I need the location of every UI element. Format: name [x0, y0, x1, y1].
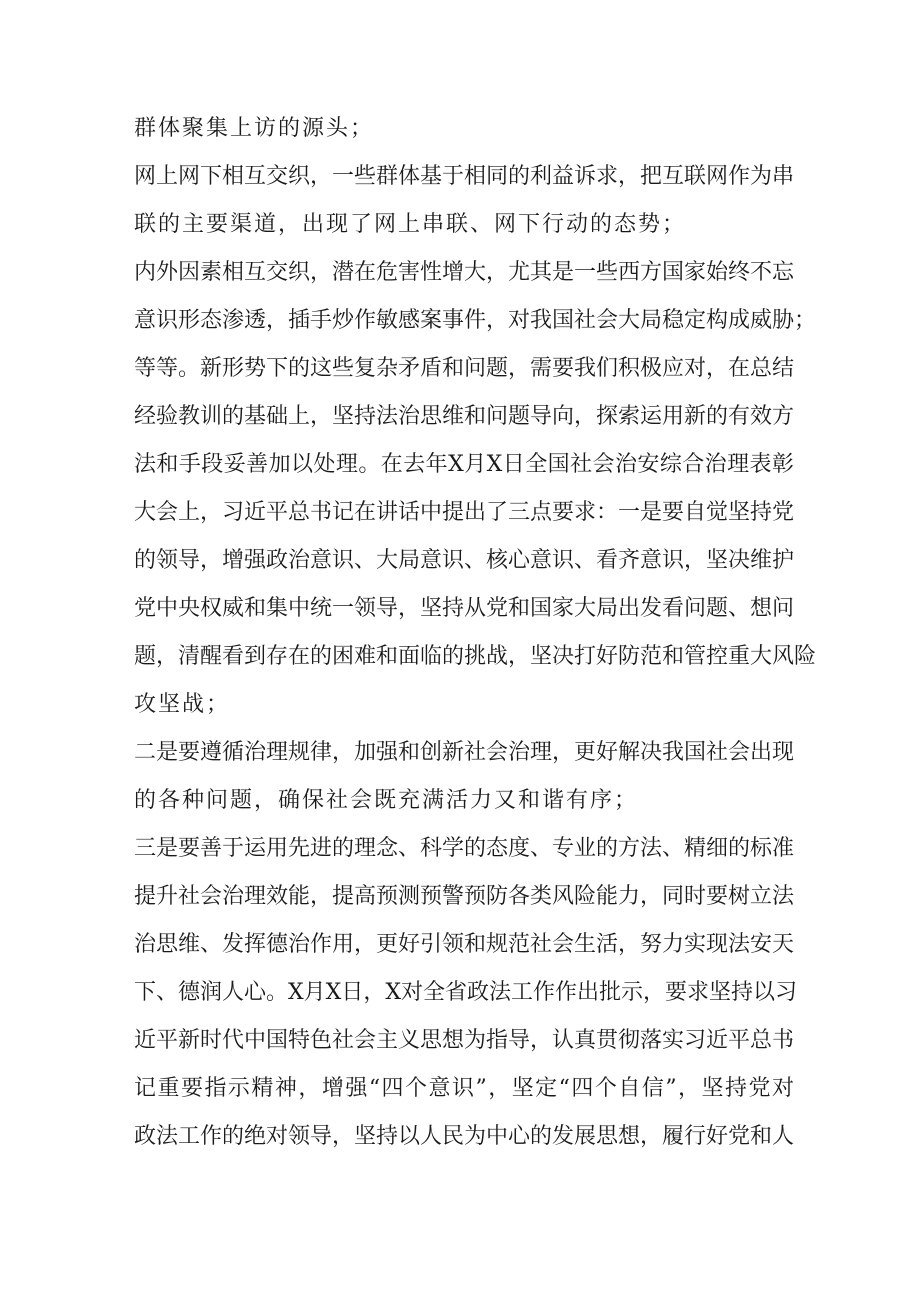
text-line: 党中央权威和集中统一领导，坚持从党和国家大局出发看问题、想问 — [134, 596, 795, 621]
text-line: 意识形态渗透，插手炒作敏感案事件，对我国社会大局稳定构成威胁； — [134, 308, 817, 333]
text-line: 经验教训的基础上，坚持法治思维和问题导向，探索运用新的有效方 — [134, 404, 795, 429]
text-line: 近平新时代中国特色社会主义思想为指导，认真贯彻落实习近平总书 — [134, 1028, 795, 1053]
text-line: 等等。新形势下的这些复杂矛盾和问题，需要我们积极应对，在总结 — [134, 356, 795, 381]
text-line: 二是要遵循治理规律，加强和创新社会治理，更好解决我国社会出现 — [134, 740, 795, 765]
text-line: 记重要指示精神，增强“四个意识”，坚定“四个自信”，坚持党对 — [134, 1076, 794, 1101]
text-line: 联的主要渠道，出现了网上串联、网下行动的态势； — [134, 212, 687, 237]
text-line: 内外因素相互交织，潜在危害性增大，尤其是一些西方国家始终不忘 — [134, 260, 795, 285]
text-line: 的各种问题，确保社会既充满活力又和谐有序； — [134, 788, 639, 813]
text-line: 大会上，习近平总书记在讲话中提出了三点要求：一是要自觉坚持党 — [134, 500, 795, 525]
text-line: 下、德润人心。X月X日，X对全省政法工作作出批示，要求坚持以习 — [134, 980, 797, 1005]
text-line: 题，清醒看到存在的困难和面临的挑战，坚决打好防范和管控重大风险 — [134, 644, 817, 669]
text-line: 治思维、发挥德治作用，更好引领和规范社会生活，努力实现法安天 — [134, 932, 795, 957]
text-line: 的领导，增强政治意识、大局意识、核心意识、看齐意识，坚决维护 — [134, 548, 795, 573]
text-line: 攻坚战； — [134, 692, 231, 717]
text-line: 三是要善于运用先进的理念、科学的态度、专业的方法、精细的标准 — [134, 836, 795, 861]
text-line: 法和手段妥善加以处理。在去年X月X日全国社会治安综合治理表彰 — [134, 452, 794, 477]
text-line: 网上网下相互交织，一些群体基于相同的利益诉求，把互联网作为串 — [134, 164, 795, 189]
text-line: 群体聚集上访的源头； — [134, 116, 375, 141]
text-line: 提升社会治理效能，提高预测预警预防各类风险能力，同时要树立法 — [134, 884, 795, 909]
text-line: 政法工作的绝对领导，坚持以人民为中心的发展思想，履行好党和人 — [134, 1124, 795, 1149]
